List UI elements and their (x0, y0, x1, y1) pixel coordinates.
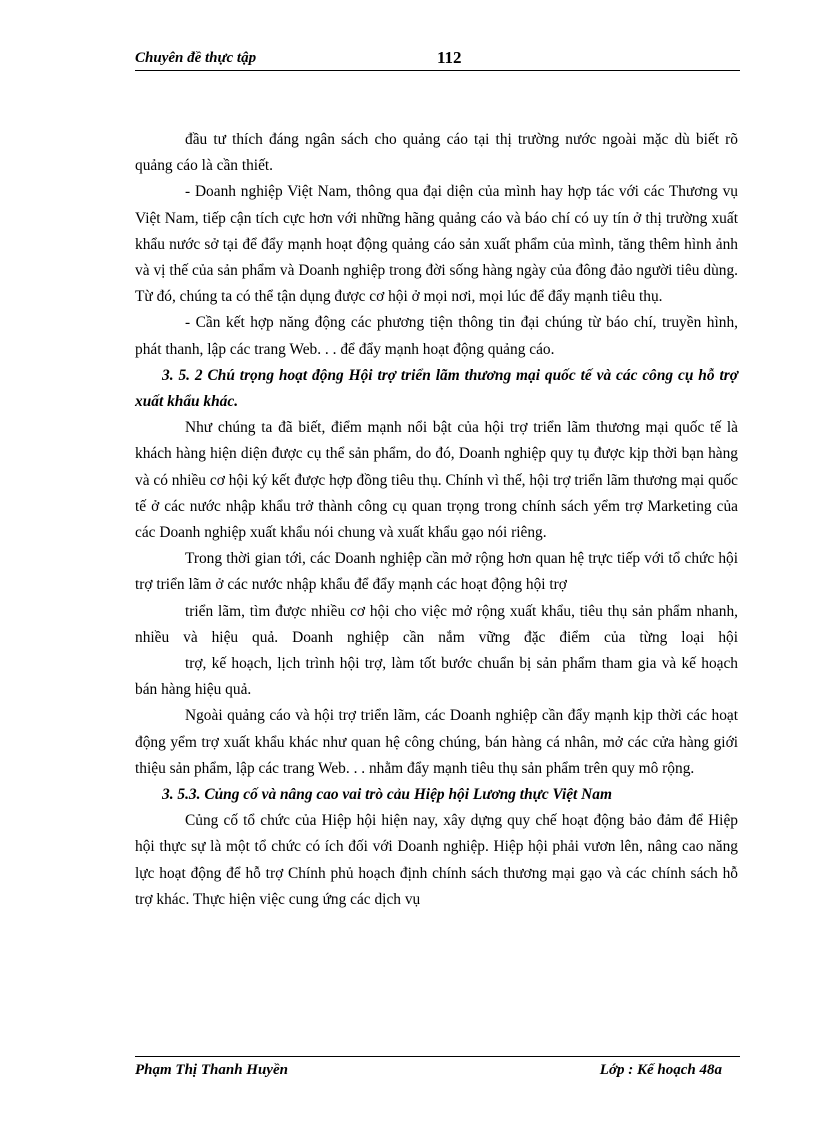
paragraph: - Doanh nghiệp Việt Nam, thông qua đại diện của mình hay hợp tác với các Thương vụ Việt Nam, tiếp cận tích cực hơn với những hãng quảng cáo và báo chí có uy tín ở thị trường xuất khẩu nước sở tại để đẩy mạnh hoạt động quảng cáo sản xuất phẩm của mình, tăng thêm hình ảnh và vị thế của sản phẩm và Doanh nghiệp trong đời sống hàng ngày của đông đảo người tiêu dùng. Từ đó, chúng ta có thể tận dụng được cơ hội ở mọi nơi, mọi lúc để đẩy mạnh tiêu thụ. (135, 183, 738, 306)
page-number: 112 (437, 48, 462, 67)
document-title: Chuyên đề thực tập (135, 50, 257, 66)
paragraph: Ngoài quảng cáo và hội trợ triển lãm, các Doanh nghiệp cần đẩy mạnh kịp thời các hoạt động yểm trợ xuất khẩu khác như quan hệ công chúng, bán hàng cá nhân, mở các cửa hàng giới thiệu sản phẩm, lập các trang Web. . . nhằm đẩy mạnh tiêu thụ sản phẩm trên quy mô rộng. (135, 707, 738, 777)
paragraph: trợ, kế hoạch, lịch trình hội trợ, làm tốt bước chuẩn bị sản phẩm tham gia và kế hoạch bán hàng hiệu quả. (135, 655, 738, 699)
section-heading: 3. 5. 2 Chú trọng hoạt động Hội trợ triển lãm thương mại quốc tế và các công cụ hỗ trợ xuất khẩu khác. (135, 366, 738, 411)
paragraph: triển lãm, tìm được nhiều cơ hội cho việc mở rộng xuất khẩu, tiêu thụ sản phẩm nhanh, nhiều và hiệu quả. Doanh nghiệp cần nắm vững đặc điểm của từng loại hội (135, 602, 738, 646)
page-header (135, 48, 740, 71)
paragraph: đầu tư thích đáng ngân sách cho quảng cáo tại thị trường nước ngoài mặc dù biết rõ quảng cáo là cần thiết. (135, 131, 738, 175)
paragraph: Củng cố tổ chức của Hiệp hội hiện nay, xây dựng quy chế hoạt động bảo đảm để Hiệp hội thực sự là một tổ chức có ích đối với Doanh nghiệp. Hiệp hội phải vươn lên, nâng cao năng lực hoạt động để hỗ trợ Chính phủ hoạch định chính sách thương mại gạo và các chính sách hỗ trợ khác. Thực hiện việc cung ứng các dịch vụ (135, 812, 738, 908)
paragraph: - Cần kết hợp năng động các phương tiện thông tin đại chúng từ báo chí, truyền hình, phát thanh, lập các trang Web. . . để đẩy mạnh hoạt động quảng cáo. (135, 314, 738, 358)
paragraph: Trong thời gian tới, các Doanh nghiệp cần mở rộng hơn quan hệ trực tiếp với tổ chức hội trợ triển lãm ở các nước nhập khẩu để đẩy mạnh các hoạt động hội trợ (135, 550, 738, 594)
author-name: Phạm Thị Thanh Huyền (135, 1062, 288, 1078)
document-body (135, 127, 738, 913)
section-heading: 3. 5.3. Củng cố và nâng cao vai trò cảu Hiệp hội Lương thực Việt Nam (162, 786, 612, 804)
paragraph: Như chúng ta đã biết, điểm mạnh nổi bật của hội trợ triển lãm thương mại quốc tế là khách hàng hiện diện được cụ thể sản phẩm, do đó, Doanh nghiệp quy tụ được kịp thời bạn hàng và có nhiều cơ hội ký kết được hợp đồng tiêu thụ. Chính vì thế, hội trợ triển lãm thương mại quốc tế ở các nước nhập khẩu trở thành công cụ quan trọng trong chính sách yểm trợ Marketing của các Doanh nghiệp xuất khẩu nói chung và xuất khẩu gạo nói riêng. (135, 419, 738, 542)
class-label: Lớp : Kế hoạch 48a (599, 1062, 722, 1078)
page-footer (135, 1056, 740, 1078)
